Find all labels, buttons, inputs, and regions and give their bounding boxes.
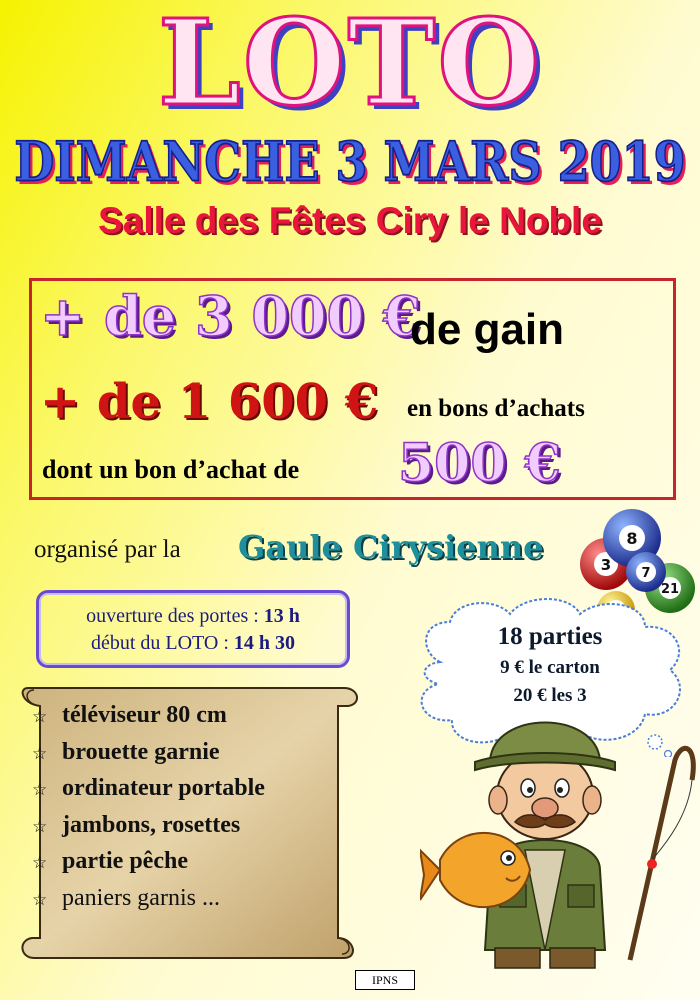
- start-line: [39, 630, 347, 657]
- event-date: DIMANCHE 3 MARS 2019: [14, 129, 686, 194]
- star-icon: ☆: [32, 853, 48, 873]
- list-item: [32, 881, 265, 918]
- star-icon: ☆: [32, 889, 48, 910]
- total-gain-amount: + de 3 000 €: [40, 284, 421, 348]
- star-icon: ☆: [32, 707, 48, 727]
- fisherman-illustration: [420, 700, 700, 970]
- price-three: 20 € les 3: [513, 685, 587, 706]
- fish-icon: [420, 833, 530, 907]
- list-item: [32, 771, 265, 808]
- game-info: [430, 620, 670, 710]
- start-label: début du LOTO :: [90, 632, 229, 654]
- list-item: [32, 808, 265, 845]
- list-item: [32, 735, 265, 772]
- list-item: [32, 844, 265, 881]
- prize-item-label: ordinateur portable: [62, 775, 265, 801]
- vouchers-label: en bons d’achats: [407, 395, 585, 422]
- star-icon: ☆: [32, 816, 48, 837]
- ipns-label: IPNS: [355, 970, 415, 990]
- organizer-name: Gaule Cirysienne: [238, 528, 544, 566]
- ball-number: 21: [660, 582, 680, 597]
- event-title: LOTO: [157, 0, 543, 132]
- event-venue: Salle des Fêtes Ciry le Noble: [98, 200, 602, 241]
- opening-time: 13 h: [263, 605, 300, 627]
- prize-item-label: brouette garnie: [62, 738, 220, 765]
- organizer-prefix: organisé par la: [34, 536, 181, 563]
- start-time: 14 h 30: [233, 632, 296, 654]
- list-item: [32, 698, 265, 735]
- opening-line: [39, 603, 347, 630]
- prize-item-label: partie pêche: [62, 848, 188, 874]
- ball-blue-small: [626, 552, 666, 592]
- hours-box: [36, 590, 350, 668]
- voucher-detail-amount: 500 €: [398, 433, 561, 494]
- ball-number: 7: [641, 566, 651, 581]
- ball-number: 8: [626, 529, 638, 548]
- opening-label: ouverture des portes :: [86, 605, 259, 627]
- vouchers-amount: + de 1 600 €: [40, 374, 379, 430]
- ball-number: 3: [600, 556, 612, 574]
- star-icon: ☆: [32, 780, 48, 800]
- voucher-detail-label: dont un bon d’achat de: [42, 455, 300, 484]
- prize-item-label: paniers garnis ...: [62, 884, 220, 911]
- prize-item-label: téléviseur 80 cm: [62, 702, 227, 728]
- parties-count: 18 parties: [497, 623, 603, 650]
- prize-list: [32, 698, 265, 917]
- prize-item-label: jambons, rosettes: [62, 811, 241, 838]
- total-gain-label: de gain: [410, 305, 565, 354]
- star-icon: ☆: [32, 743, 48, 764]
- price-single: 9 € le carton: [500, 657, 600, 678]
